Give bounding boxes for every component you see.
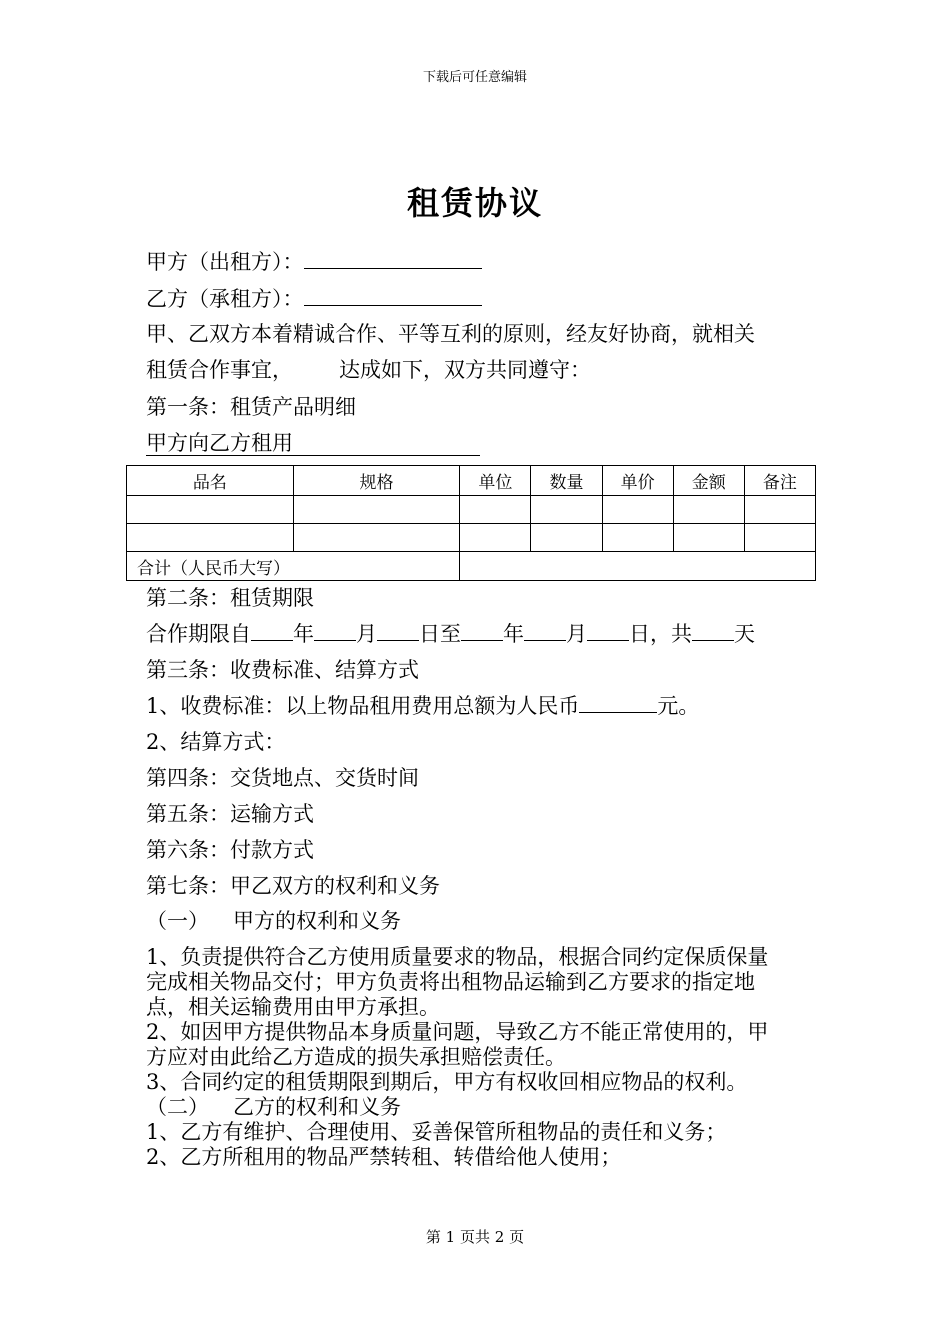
table-cell[interactable] bbox=[127, 496, 294, 524]
table-cell[interactable] bbox=[744, 524, 815, 552]
section-b-heading bbox=[146, 1095, 401, 1119]
fee-unit: 元。 bbox=[657, 694, 700, 718]
total-value-cell[interactable] bbox=[460, 552, 816, 581]
a2-line-1: 2、如因甲方提供物品本身质量问题，导致乙方不能正常使用的，甲 bbox=[146, 1020, 769, 1044]
table-row bbox=[127, 496, 816, 524]
fee-text: 1、收费标准：以上物品租用费用总额为人民币 bbox=[146, 694, 580, 718]
table-cell[interactable] bbox=[602, 524, 673, 552]
section-b-number: （二） bbox=[146, 1095, 209, 1119]
party-a-blank[interactable] bbox=[304, 250, 482, 269]
table-header-cell: 规格 bbox=[293, 466, 460, 496]
party-b-label: 乙方（承租方）： bbox=[146, 287, 304, 311]
header-note: 下载后可任意编辑 bbox=[422, 70, 527, 85]
b1-line: 1、乙方有维护、合理使用、妥善保管所租物品的责任和义务； bbox=[146, 1120, 727, 1144]
page-title: 租赁协议 bbox=[406, 184, 543, 222]
period-year-2: 年 bbox=[503, 622, 524, 646]
a1-line-2: 完成相关物品交付；甲方负责将出租物品运输到乙方要求的指定地 bbox=[146, 970, 755, 994]
article-7-heading: 第七条：甲乙双方的权利和义务 bbox=[146, 874, 440, 898]
article-1-heading: 第一条：租赁产品明细 bbox=[146, 395, 356, 419]
table-cell[interactable] bbox=[531, 524, 602, 552]
article-5-heading: 第五条：运输方式 bbox=[146, 802, 314, 826]
end-day-blank[interactable] bbox=[587, 622, 629, 641]
a1-line-1: 1、负责提供符合乙方使用质量要求的物品，根据合同约定保质保量 bbox=[146, 945, 769, 969]
total-label: 合计（人民币大写） bbox=[127, 552, 460, 581]
a2-line-2: 方应对由此给乙方造成的损失承担赔偿责任。 bbox=[146, 1045, 566, 1069]
party-b-blank[interactable] bbox=[304, 287, 482, 306]
settlement-line: 2、结算方式： bbox=[146, 730, 286, 754]
section-b-title: 乙方的权利和义务 bbox=[233, 1095, 401, 1119]
lease-to-text[interactable]: 甲方向乙方租用 bbox=[146, 431, 480, 456]
section-a-heading bbox=[146, 909, 401, 933]
section-a-title: 甲方的权利和义务 bbox=[233, 909, 401, 933]
start-year-blank[interactable] bbox=[251, 622, 293, 641]
table-cell[interactable] bbox=[744, 496, 815, 524]
period-line bbox=[146, 622, 755, 646]
period-month: 月 bbox=[356, 622, 377, 646]
end-month-blank[interactable] bbox=[524, 622, 566, 641]
a3-line: 3、合同约定的租赁期限到期后，甲方有权收回相应物品的权利。 bbox=[146, 1070, 748, 1094]
table-header-cell: 数量 bbox=[531, 466, 602, 496]
period-day-total: 日，共 bbox=[629, 622, 692, 646]
table-cell[interactable] bbox=[293, 524, 460, 552]
table-cell[interactable] bbox=[460, 496, 531, 524]
product-table bbox=[126, 465, 816, 581]
party-b-line bbox=[146, 287, 482, 311]
page-footer: 第 1 页共 2 页 bbox=[425, 1228, 525, 1246]
table-cell[interactable] bbox=[127, 524, 294, 552]
table-cell[interactable] bbox=[531, 496, 602, 524]
table-cell[interactable] bbox=[293, 496, 460, 524]
period-year: 年 bbox=[293, 622, 314, 646]
table-header-row bbox=[127, 466, 816, 496]
b2-line: 2、乙方所租用的物品严禁转租、转借给他人使用； bbox=[146, 1145, 622, 1169]
table-cell[interactable] bbox=[673, 496, 744, 524]
table-header-cell: 备注 bbox=[744, 466, 815, 496]
party-a-label: 甲方（出租方）： bbox=[146, 250, 304, 274]
a1-line-3: 点，相关运输费用由甲方承担。 bbox=[146, 995, 440, 1019]
days-blank[interactable] bbox=[692, 622, 734, 641]
table-header-cell: 品名 bbox=[127, 466, 294, 496]
table-cell[interactable] bbox=[673, 524, 744, 552]
table-cell[interactable] bbox=[460, 524, 531, 552]
end-year-blank[interactable] bbox=[461, 622, 503, 641]
table-header-cell: 金额 bbox=[673, 466, 744, 496]
intro-line-2 bbox=[146, 358, 591, 382]
period-days: 天 bbox=[734, 622, 755, 646]
fee-amount-blank[interactable] bbox=[579, 694, 657, 713]
intro-line-2-a: 租赁合作事宜， bbox=[146, 358, 293, 382]
table-row bbox=[127, 524, 816, 552]
article-2-heading: 第二条：租赁期限 bbox=[146, 586, 314, 610]
section-a-number: （一） bbox=[146, 909, 209, 933]
article-4-heading: 第四条：交货地点、交货时间 bbox=[146, 766, 419, 790]
intro-line-2-b: 达成如下，双方共同遵守： bbox=[339, 358, 591, 382]
period-day-to: 日至 bbox=[419, 622, 461, 646]
lease-to-line bbox=[146, 431, 480, 456]
table-header-cell: 单位 bbox=[460, 466, 531, 496]
table-header-cell: 单价 bbox=[602, 466, 673, 496]
party-a-line bbox=[146, 250, 482, 274]
table-cell[interactable] bbox=[602, 496, 673, 524]
start-day-blank[interactable] bbox=[377, 622, 419, 641]
period-prefix: 合作期限自 bbox=[146, 622, 251, 646]
article-3-heading: 第三条：收费标准、结算方式 bbox=[146, 658, 419, 682]
intro-line-1: 甲、乙双方本着精诚合作、平等互利的原则，经友好协商，就相关 bbox=[146, 322, 755, 346]
table-total-row bbox=[127, 552, 816, 581]
period-month-2: 月 bbox=[566, 622, 587, 646]
article-6-heading: 第六条：付款方式 bbox=[146, 838, 314, 862]
start-month-blank[interactable] bbox=[314, 622, 356, 641]
fee-line bbox=[146, 694, 699, 718]
